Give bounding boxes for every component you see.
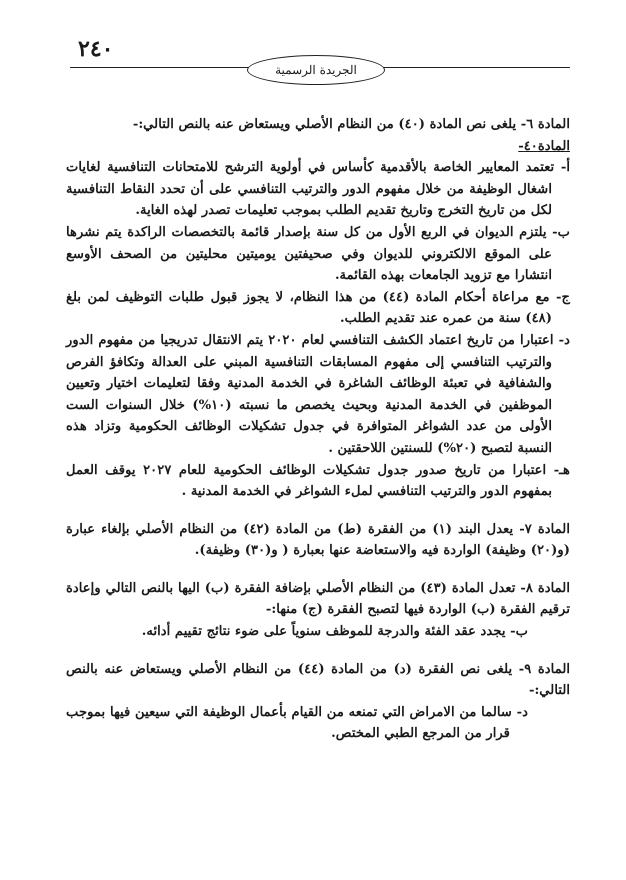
article-8-clause-b: ب- يجدد عقد الفئة والدرجة للموظف سنوياً على ضوء نتائج تقييم أدائه. xyxy=(141,624,528,640)
gazette-name: الجريدة الرسمية xyxy=(247,55,385,85)
spacer xyxy=(66,503,570,519)
article-40-clause-e: هـ- اعتبارا من تاريخ صدور جدول تشكيلات الوظائف الحكومية للعام ٢٠٢٧ يوقف العمل بمفهوم الدور والترتيب التنافسي لملء الشواغر في الخدمة المدنية . xyxy=(66,462,570,500)
spacer xyxy=(66,643,570,659)
article-7: المادة ٧- يعدل البند (١) من الفقرة (ط) من المادة (٤٢) من النظام الأصلي بإلغاء عبارة (و(٢٠) وظيفة) الواردة فيه والاستعاضة عنها بعبارة ( و(٣٠) وظيفة). xyxy=(66,521,570,559)
article-8: المادة ٨- تعدل المادة (٤٣) من النظام الأصلي بإضافة الفقرة (ب) اليها بالنص التالي وإعادة ترقيم الفقرة (ب) الواردة فيها لتصبح الفقرة (ج) منها:- xyxy=(66,580,570,618)
article-6-intro: المادة ٦- يلغى نص المادة (٤٠) من النظام الأصلي ويستعاض عنه بالنص التالي:- xyxy=(132,117,570,132)
document-body xyxy=(66,114,570,745)
article-9: المادة ٩- يلغى نص الفقرة (د) من المادة (٤٤) من النظام الأصلي ويستعاض عنه بالنص التالي:- xyxy=(66,661,570,699)
article-40-clause-d: د- اعتبارا من تاريخ اعتماد الكشف التنافسي لعام ٢٠٢٠ يتم الانتقال تدريجيا من مفهوم الدور والترتيب التنافسي إلى مفهوم المسابقات التنافسية المبني على العدالة وتكافؤ الفرص والشفافية في تعبئة الوظائف الشاغرة في الخدمة المدنية وفقا لتعليمات اختيار وتعيين الموظفين في الخدمة المدنية وبحيث يخصص ما نسبته (١٠%) خلال السنوات الست الأولى من عدد الشواغر المتوافرة في جدول تشكيلات الوظائف الحكومية وتزاد هذه النسبة لتصبح (٢٠%) للسنتين اللاحقتين . xyxy=(66,332,570,456)
page-number: ٢٤٠ xyxy=(78,36,114,62)
article-40-clause-c: ج- مع مراعاة أحكام المادة (٤٤) من هذا النظام، لا يجوز قبول طلبات التوظيف لمن بلغ (٤٨) سنة من عمره عند تقديم الطلب. xyxy=(66,289,571,327)
article-40-heading: المادة٤٠- xyxy=(518,138,570,154)
spacer xyxy=(66,562,570,578)
article-9-clause-d: د- سالما من الامراض التي تمنعه من القيام بأعمال الوظيفة التي سيعين فيها بموجب قرار من المرجع الطبي المختص. xyxy=(66,704,528,742)
article-40-clause-a: أ- تعتمد المعايير الخاصة بالأقدمية كأساس في أولوية الترشح للامتحانات التنافسية لغايات اشغال الوظيفة من خلال مفهوم الدور والترتيب التنافسي على أن تحدد النقاط التنافسية لكل من تاريخ التخرج وتاريخ تقديم الطلب بموجب تعليمات تصدر لهذه الغاية. xyxy=(66,160,570,219)
article-40-clause-b: ب- يلتزم الديوان في الربع الأول من كل سنة بإصدار قائمة بالتخصصات الراكدة يتم نشرها على الموقع الالكتروني للديوان وفي صحيفتين يوميتين محليتين من الصحف الأوسع انتشارا مع تزويد الجامعات بهذه القائمة. xyxy=(66,224,570,284)
